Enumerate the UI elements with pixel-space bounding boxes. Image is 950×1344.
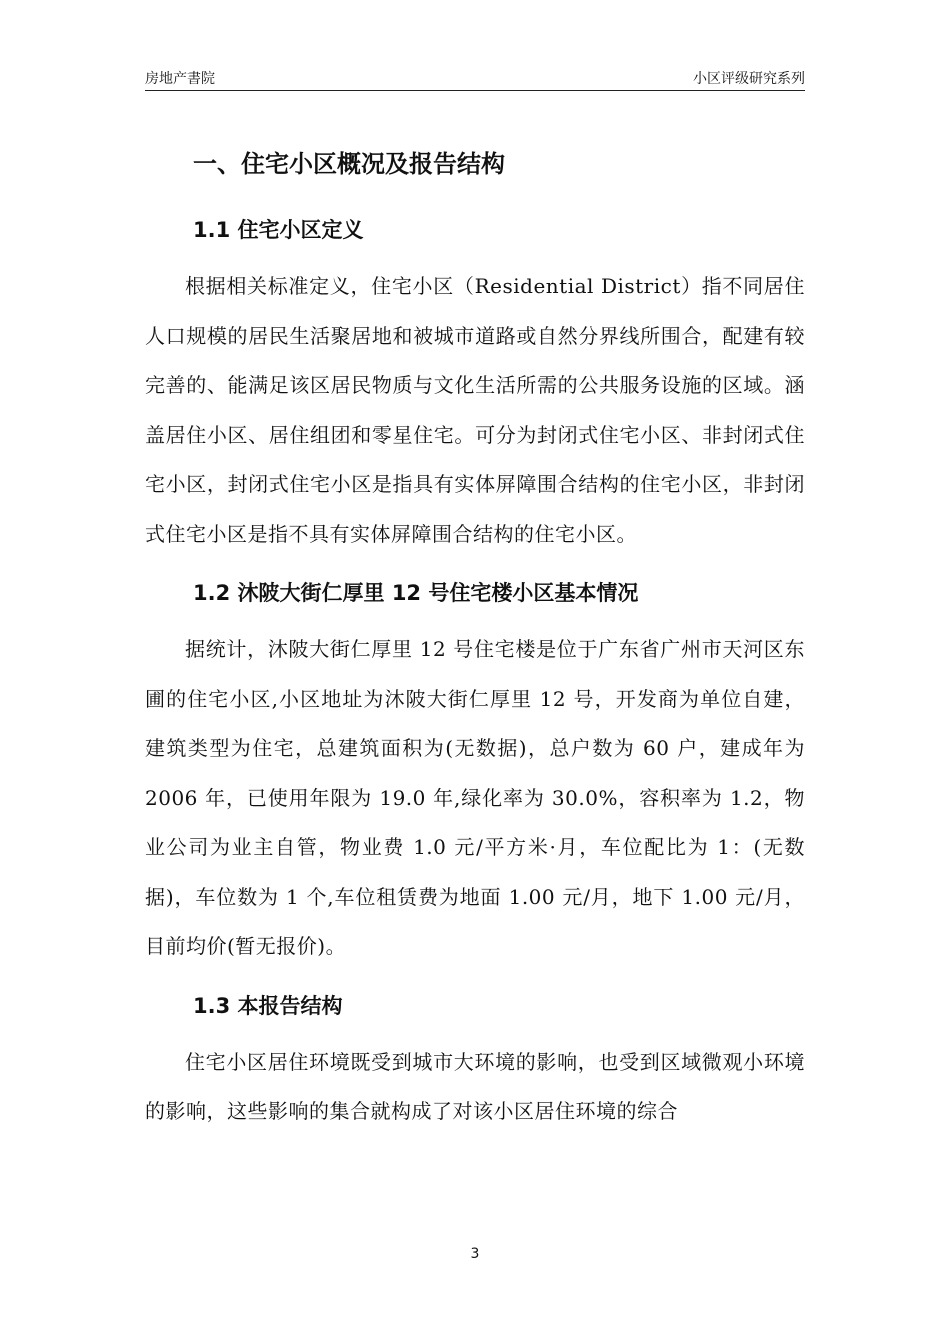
header-series-title: 小区评级研究系列 (693, 71, 805, 87)
section-title: 1.3 本报告结构 (193, 993, 343, 1018)
chapter-title: 一、住宅小区概况及报告结构 (193, 150, 505, 178)
header-publisher: 房地产書院 (145, 71, 215, 87)
page-header (145, 64, 805, 91)
section-title: 1.1 住宅小区定义 (193, 218, 364, 242)
page-number: 3 (470, 1246, 480, 1262)
section-paragraph: 根据相关标准定义，住宅小区（Residential District）指不同居住人口规模的居民生活聚居地和被城市道路或自然分界线所围合，配建有较完善的、能满足该区居民物质与文化生活所需的公共服务设施的区域。涵盖居住小区、居住组团和零星住宅。可分为封闭式住宅小区、非封闭式住宅小区，封闭式住宅小区是指具有实体屏障围合结构的住宅小区，非封闭式住宅小区是指不具有实体屏障围合结构的住宅小区。 (145, 274, 805, 546)
section-paragraph: 据统计，沐陂大街仁厚里 12 号住宅楼是位于广东省广州市天河区东圃的住宅小区,小区地址为沐陂大街仁厚里 12 号，开发商为单位自建，建筑类型为住宅，总建筑面积为(无数据)，总户数为 60 户，建成年为 2006 年，已使用年限为 19.0 年,绿化率为 30.0%，容积率为 1.2，物业公司为业主自管，物业费 1.0 元/平方米·月，车位配比为 1：(无数据)，车位数为 1 个,车位租赁费为地面 1.00 元/月，地下 1.00 元/月，目前均价(暂无报价)。 (145, 637, 805, 958)
document-body (145, 140, 805, 1145)
section-title: 1.2 沐陂大街仁厚里 12 号住宅楼小区基本情况 (193, 581, 639, 605)
section-paragraph: 住宅小区居住环境既受到城市大环境的影响，也受到区域微观小环境的影响，这些影响的集合就构成了对该小区居住环境的综合 (145, 1049, 805, 1123)
